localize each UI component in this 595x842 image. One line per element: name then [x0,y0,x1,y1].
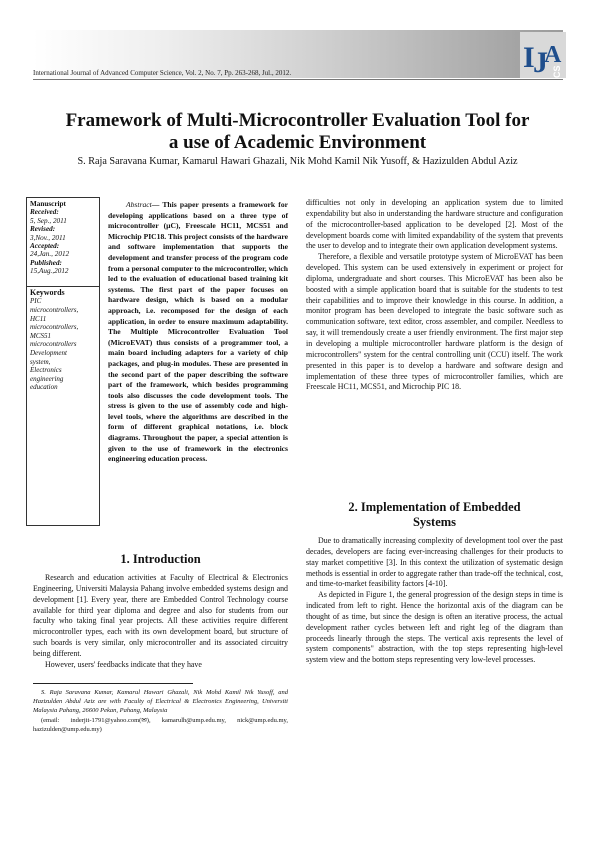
footnote-emails: (email: inderjit-1791@yahoo.com(✉), kamarulh@ump.edu.my, nick@ump.edu.my, hazizulden@ump.edu.my) [33,716,288,733]
keyword-line: microcontrollers, [30,323,79,332]
published-label: Published: [30,258,62,267]
keyword-line: PIC [30,297,42,306]
revised-label: Revised: [30,225,56,234]
title-line-1: Framework of Multi-Microcontroller Evaluation Tool for [65,110,530,131]
keywords-box [26,287,100,526]
paragraph: Due to dramatically increasing complexity of development tool over the past decades, developers are facing ever-increasing challenges for their products to stay market competitive [3]. In this context the utilization of systematic design methods is essential in order to aggregate rather than trade-off the technical, cost, and time-to-market feasibility factors [4-10]. [306,536,563,589]
revised-date: 3,Nov., 2011 [30,233,66,242]
paragraph: Therefore, a flexible and versatile prototype system of MicroEVAT has been developed. This system can be used extensively in experiment or project for diploma, undergraduate and short courses. This MicroEVAT has been also be boosted with a simple application board that is suitable for the students to test their capabilities and to improve their knowledge in this course. In addition, a monitor program has been developed to integrate the basic software such as communication software, text editor, cross assembler, and compiler. Needless to say, it will tremendously create a user friendly environment. The first major step in developing a multiple microcontroller hardware platform is the design of microcontrollers" system for the central controlling unit (CCU) itself. The work presented in this paper is to develop a hardware and software design and implementation of these three types of microcontroller families, which are Freescale HC11, MCS51, and Microchip PIC 18. [306,252,563,392]
ijacs-logo [520,32,566,78]
svg-text:A: A [544,42,562,68]
title-line-2: a use of Academic Environment [168,132,427,153]
keyword-line: microcontrollers, [30,306,79,314]
footnote-rule [33,683,193,684]
svg-text:J: J [533,46,548,78]
paragraph: difficulties not only in developing an application system due to limited expendability but also in understanding the hardware structure and configuration of the microcontroller-based application to be developed [2]. Most of the development boards come with limited expandability of the system that prevents the user to develop and to integrate their own application development systems. [306,198,563,251]
section-1-heading: 1. Introduction [120,552,201,566]
published-date: 15,Aug.,2012 [30,267,69,276]
paragraph: However, users' feedbacks indicate that they have [45,659,202,669]
svg-text:I: I [523,41,535,74]
abstract [108,200,288,465]
keyword-line: engineering [30,374,64,383]
footnote-affiliation: S. Raja Saravana Kumar, Kamarul Hawari Ghazali, Nik Mohd Kamil Nik Yusoff, and Hazizulden Abdul Aziz are with Faculty of Electrical & Electronics Engineering, Universiti Malaysia Pahang, 26600 Pekan, Pahang, Malaysia [33,689,288,715]
keyword-line: system, [30,357,51,366]
received-date: 5, Sep., 2011 [30,216,67,225]
accepted-date: 24,Jan., 2012 [30,250,70,259]
keyword-line: Electronics [30,366,62,375]
manuscript-info-box [26,197,100,287]
received-label: Received: [30,208,59,217]
author-list: S. Raja Saravana Kumar, Kamarul Hawari Ghazali, Nik Mohd Kamil Nik Yusoff, & Hazizulden Abdul Aziz [77,156,518,167]
keyword-line: education [30,383,58,392]
section-2-heading-line-2: Systems [412,515,457,529]
keyword-line: microcontrollers [30,340,77,349]
keyword-line: HC11 [30,314,47,323]
journal-header [33,30,563,82]
paper-title [40,110,555,154]
author-footnote [33,688,288,734]
implementation-body [306,536,563,666]
abstract-label: Abstract [126,200,152,209]
section-2-heading-line-1: 2. Implementation of Embedded [348,500,521,514]
paragraph: Research and education activities at Faculty of Electrical & Electronics Engineering, Universiti Malaysia Pahang involve embedded systems design and development [1]. Every year, there are Embedded Control Technology course available for third year diploma and degree and also for students from our faculty who taking final year projects. All these activities require different microcontroller types, each with its own development board, but structure of such boards is very similar, only microcontroller and its associated circuitry being different. [33,573,288,658]
svg-text:CS: CS [552,65,562,78]
accepted-label: Accepted: [30,242,60,251]
abstract-text: This paper presents a framework for developing applications based on a three type of microcontroller (µC), Freescale HC11, MCS51 and Microchip PIC18. This project consists of the hardware and software implementation that supports the development and transfer process of the program code from a personal computer to the microcontroller, which led to the evaluation of educational based training kit systems. The first part of the paper focuses on hardware design, which is based on a modular approach, i.e. recomposed for the design of each application, in order to ensure maximum adaptability. The Multiple Microcontroller Evaluation Tool (MicroEVAT) thus consists of a programmer tool, a main board including adapters for a variety of chip packages, and plug-in modules. These are presented in the second part of the paper describing the software part of the framework, which besides programming tools also discusses the code development tools. The stress is given to the use of assembly code and high-level tools, where the algorithms are described in the form of different graphical notations, i.e. block diagrams. Throughout the paper, a special attention is given to the use of framework in the electronics engineering education process. [108,200,288,464]
abstract-dash: — [151,200,160,209]
header-rule [33,79,563,80]
section-2-heading [306,500,563,530]
right-column-top [306,198,563,393]
introduction-body [33,573,288,671]
journal-citation: International Journal of Advanced Computer Science, Vol. 2, No. 7, Pp. 263-268, Jul., 2012. [33,69,292,77]
paragraph: As depicted in Figure 1, the general progression of the design steps in time is indicated from left to right. Hence the horizontal axis of the diagram can be thought of as time, but since the design is often an iterative process, the actual development rather cycles between left and right leg of the diagram than proceeds linearly through the steps. The vertical axis represents the level of system components" abstraction, with the top steps representing high-level system view and the bottom steps representing very low-level processes. [306,590,563,665]
manuscript-heading: Manuscript [30,200,66,208]
keyword-line: MCS51 [30,331,51,340]
keyword-line: Development [30,348,67,357]
keywords-heading: Keywords [30,288,65,297]
